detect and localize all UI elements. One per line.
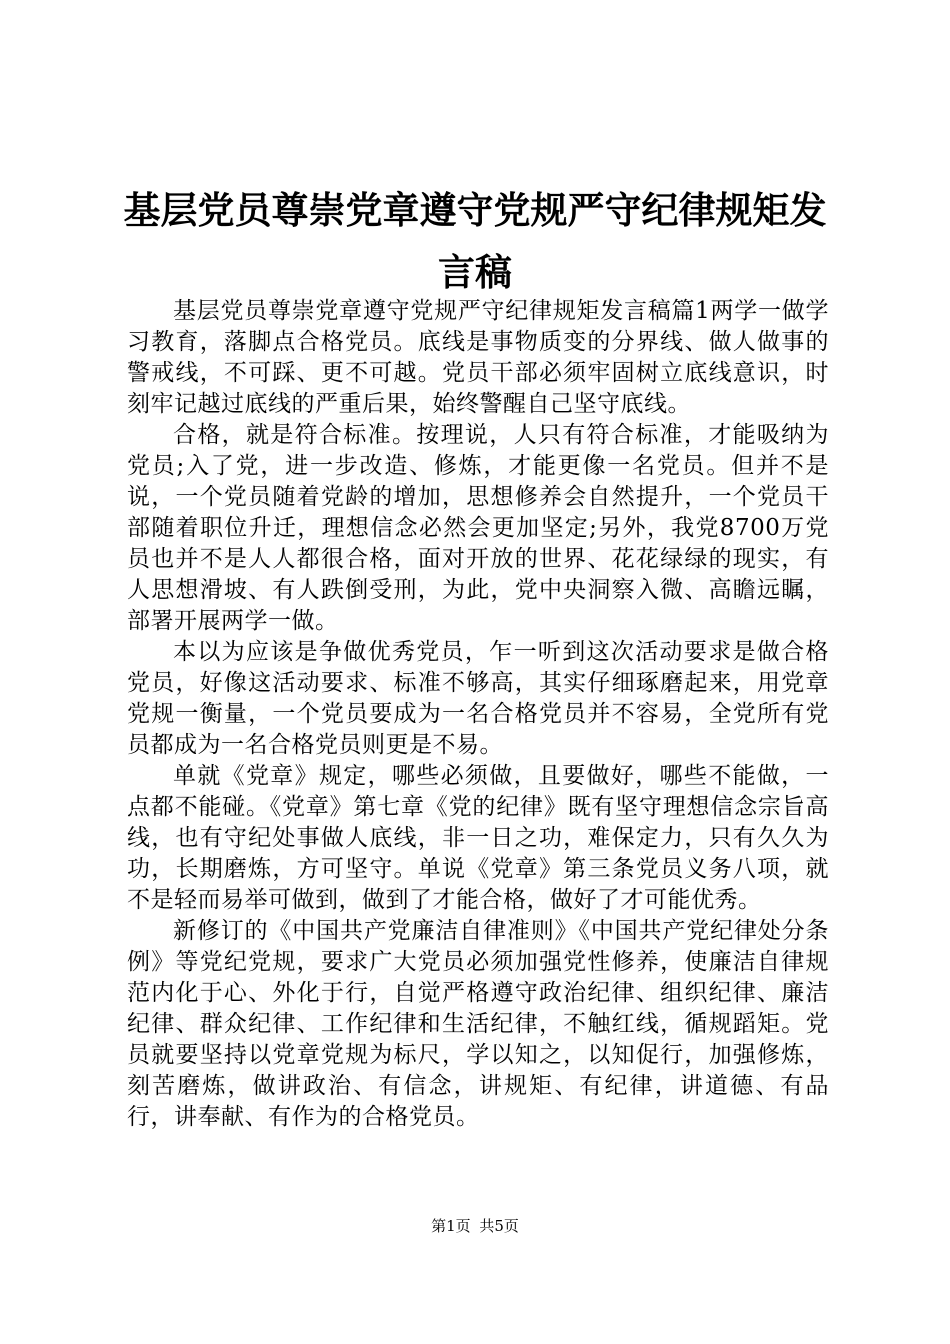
document-body — [127, 296, 829, 1133]
page-total: 共5页 — [479, 1217, 519, 1235]
paragraph: 本以为应该是争做优秀党员，乍一听到这次活动要求是做合格党员，好像这活动要求、标准不够高，其实仔细琢磨起来，用党章党规一衡量，一个党员要成为一名合格党员并不容易，全党所有党员都成为一名合格党员则更是不易。 — [127, 639, 829, 758]
document-title: 基层党员尊崇党章遵守党规严守纪律规矩发言稿 — [123, 189, 827, 294]
page-footer — [0, 1216, 950, 1236]
page-number: 第1页 — [431, 1217, 471, 1235]
paragraph: 基层党员尊崇党章遵守党规严守纪律规矩发言稿篇1两学一做学习教育，落脚点合格党员。底线是事物质变的分界线、做人做事的警戒线，不可踩、更不可越。党员干部必须牢固树立底线意识，时刻牢记越过底线的严重后果，始终警醒自己坚守底线。 — [127, 298, 829, 417]
paragraph: 合格，就是符合标准。按理说，人只有符合标准，才能吸纳为党员;入了党，进一步改造、修炼，才能更像一名党员。但并不是说，一个党员随着党龄的增加，思想修养会自然提升，一个党员干部随着职位升迁，理想信念必然会更加坚定;另外，我党8700万党员也并不是人人都很合格，面对开放的世界、花花绿绿的现实，有人思想滑坡、有人跌倒受刑，为此，党中央洞察入微、高瞻远瞩，部署开展两学一做。 — [127, 422, 829, 634]
paragraph: 单就《党章》规定，哪些必须做，且要做好，哪些不能做，一点都不能碰。《党章》第七章《党的纪律》既有坚守理想信念宗旨高线，也有守纪处事做人底线，非一日之功，难保定力，只有久久为功，长期磨炼，方可坚守。单说《党章》第三条党员义务八项，就不是轻而易举可做到，做到了才能合格，做好了才可能优秀。 — [127, 763, 829, 913]
paragraph: 新修订的《中国共产党廉洁自律准则》《中国共产党纪律处分条例》等党纪党规，要求广大党员必须加强党性修养，使廉洁自律规范内化于心、外化于行，自觉严格遵守政治纪律、组织纪律、廉洁纪律、群众纪律、工作纪律和生活纪律，不触红线，循规蹈矩。党员就要坚持以党章党规为标尺，学以知之，以知促行，加强修炼，刻苦磨炼，做讲政治、有信念，讲规矩、有纪律，讲道德、有品行，讲奉献、有作为的合格党员。 — [127, 918, 829, 1130]
